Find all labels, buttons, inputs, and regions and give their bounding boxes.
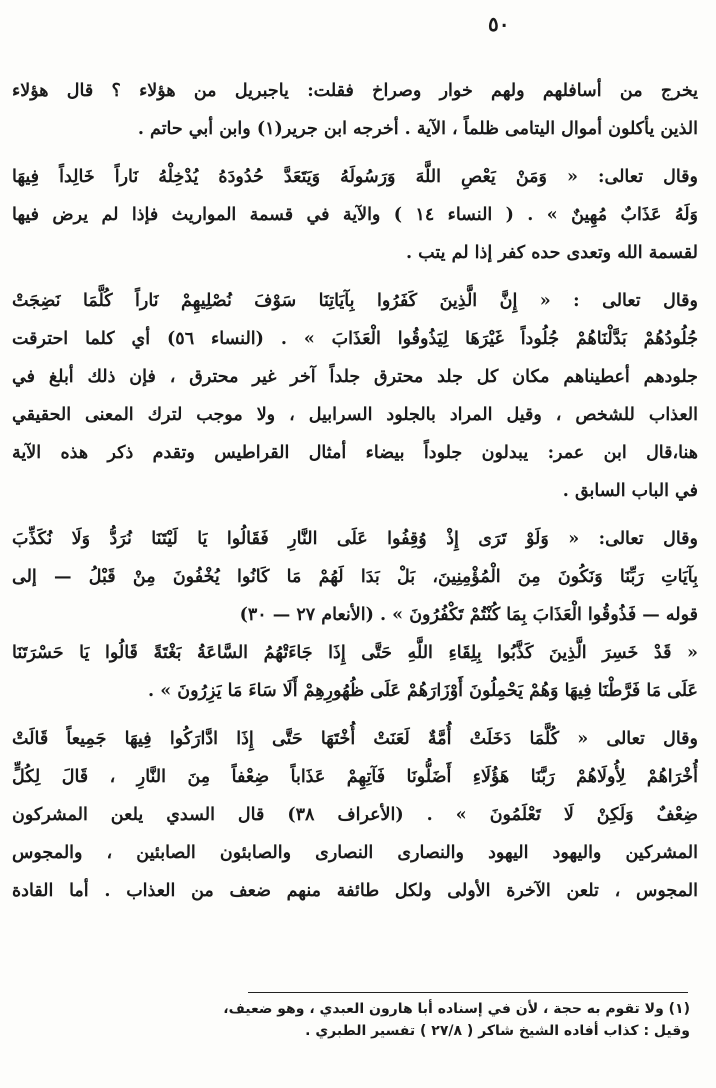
footnotes <box>40 998 690 1042</box>
footnote-line: (١) ولا تقوم به حجة ، لأن في إسناده أبا هارون العبدي ، وهو ضعيف، <box>223 1001 690 1017</box>
text-line: قوله — فَذُوقُوا الْعَذَابَ بِمَا كُنْتُمْ تَكْفُرُونَ » . (الأنعام ٢٧ — ٣٠) <box>239 605 698 625</box>
main-text <box>12 72 698 910</box>
text-line: أُخْرَاهُمْ لِأُولَاهُمْ رَبَّنَا هَؤُلَاءِ أَضَلُّونَا فَآتِهِمْ عَذَاباً ضِعْفاً مِنَ النَّارِ ، قَالَ لِكُلٍّ <box>12 767 698 787</box>
page-number: ٥٠ <box>488 12 510 36</box>
text-line: وقال تعالى : « إِنَّ الَّذِينَ كَفَرُوا بِآيَاتِنَا سَوْفَ نُصْلِيهِمْ نَاراً كُلَّمَا نَضِجَتْ <box>12 291 698 311</box>
text-line: العذاب للشخص ، وقيل المراد بالجلود السرابيل ، ولا موجب لترك المعنى الحقيقي <box>12 405 698 425</box>
text-line: هنا،قال ابن عمر: يبدلون جلوداً بيضاء أمثال القراطيس وتقدم ذكر هذه الآية <box>12 443 698 463</box>
paragraph-3 <box>12 282 698 510</box>
text-line: جُلُودُهُمْ بَدَّلْنَاهُمْ جُلُوداً غَيْرَهَا لِيَذُوقُوا الْعَذَابَ » . (النساء ٥٦) أي كلما احترقت <box>12 329 698 349</box>
text-line: وَلَهُ عَذَابٌ مُهِينٌ » . ( النساء ١٤ ) والآية في قسمة المواريث فإذا لم يرض فيها <box>12 205 698 225</box>
text-line: يخرج من أسافلهم ولهم خوار وصراخ فقلت: ياجبريل من هؤلاء ؟ قال هؤلاء <box>12 81 698 101</box>
text-line: في الباب السابق . <box>562 481 698 501</box>
text-line: وقال تعالى: « وَلَوْ تَرَى إِذْ وُقِفُوا عَلَى النَّارِ فَقَالُوا يَا لَيْتَنَا نُرَدُّ وَلَا نُكَذِّبَ <box>12 529 698 549</box>
paragraph-2 <box>12 158 698 272</box>
text-line: بِآيَاتِ رَبِّنَا وَنَكُونَ مِنَ الْمُؤْمِنِينَ، بَلْ بَدَا لَهُمْ مَا كَانُوا يُخْفُونَ مِنْ قَبْلُ — إلى <box>12 567 698 587</box>
text-line: وقال تعالى « كُلَّمَا دَخَلَتْ أُمَّةٌ لَعَنَتْ أُخْتَهَا حَتَّى إِذَا ادَّارَكُوا فِيهَا جَمِيعاً قَالَتْ <box>12 729 698 749</box>
paragraph-1 <box>12 72 698 148</box>
text-line: المجوس ، تلعن الآخرة الأولى ولكل طائفة منهم ضعف من العذاب . أما القادة <box>12 881 698 901</box>
paragraph-4 <box>12 520 698 710</box>
footnote-divider <box>248 992 688 993</box>
text-line: « قَدْ خَسِرَ الَّذِينَ كَذَّبُوا بِلِقَاءِ اللَّهِ حَتَّى إِذَا جَاءَتْهُمُ السَّاعَةُ بَغْتَةً قَالُوا يَا حَسْرَتَنَا <box>12 643 698 663</box>
text-line: لقسمة الله وتعدى حده كفر إذا لم يتب . <box>406 243 698 263</box>
footnote-line: وقيل : كذاب أفاده الشيخ شاكر ( ٢٧/٨ ) تفسير الطبري . <box>305 1023 690 1039</box>
text-line: جلودهم أعطيناهم مكان كل جلد محترق جلداً آخر غير محترق ، فإن ذلك أبلغ في <box>12 367 698 387</box>
text-line: المشركين واليهود اليهود والنصارى النصارى والصابئون الصابئين ، والمجوس <box>12 843 698 863</box>
text-line: الذين يأكلون أموال اليتامى ظلماً ، الآية . أخرجه ابن جرير(١) وابن أبي حاتم . <box>137 119 698 139</box>
text-line: ضِعْفٌ وَلَكِنْ لَا تَعْلَمُونَ » . (الأعراف ٣٨) قال السدي يلعن المشركون <box>12 805 698 825</box>
paragraph-5 <box>12 720 698 910</box>
text-line: وقال تعالى: « وَمَنْ يَعْصِ اللَّهَ وَرَسُولَهُ وَيَتَعَدَّ حُدُودَهُ يُدْخِلْهُ نَاراً خَالِداً فِيهَا <box>12 167 698 187</box>
text-line: عَلَى مَا فَرَّطْنَا فِيهَا وَهُمْ يَحْمِلُونَ أَوْزَارَهُمْ عَلَى ظُهُورِهِمْ أَلَا سَاءَ مَا يَزِرُونَ » . <box>148 681 698 701</box>
